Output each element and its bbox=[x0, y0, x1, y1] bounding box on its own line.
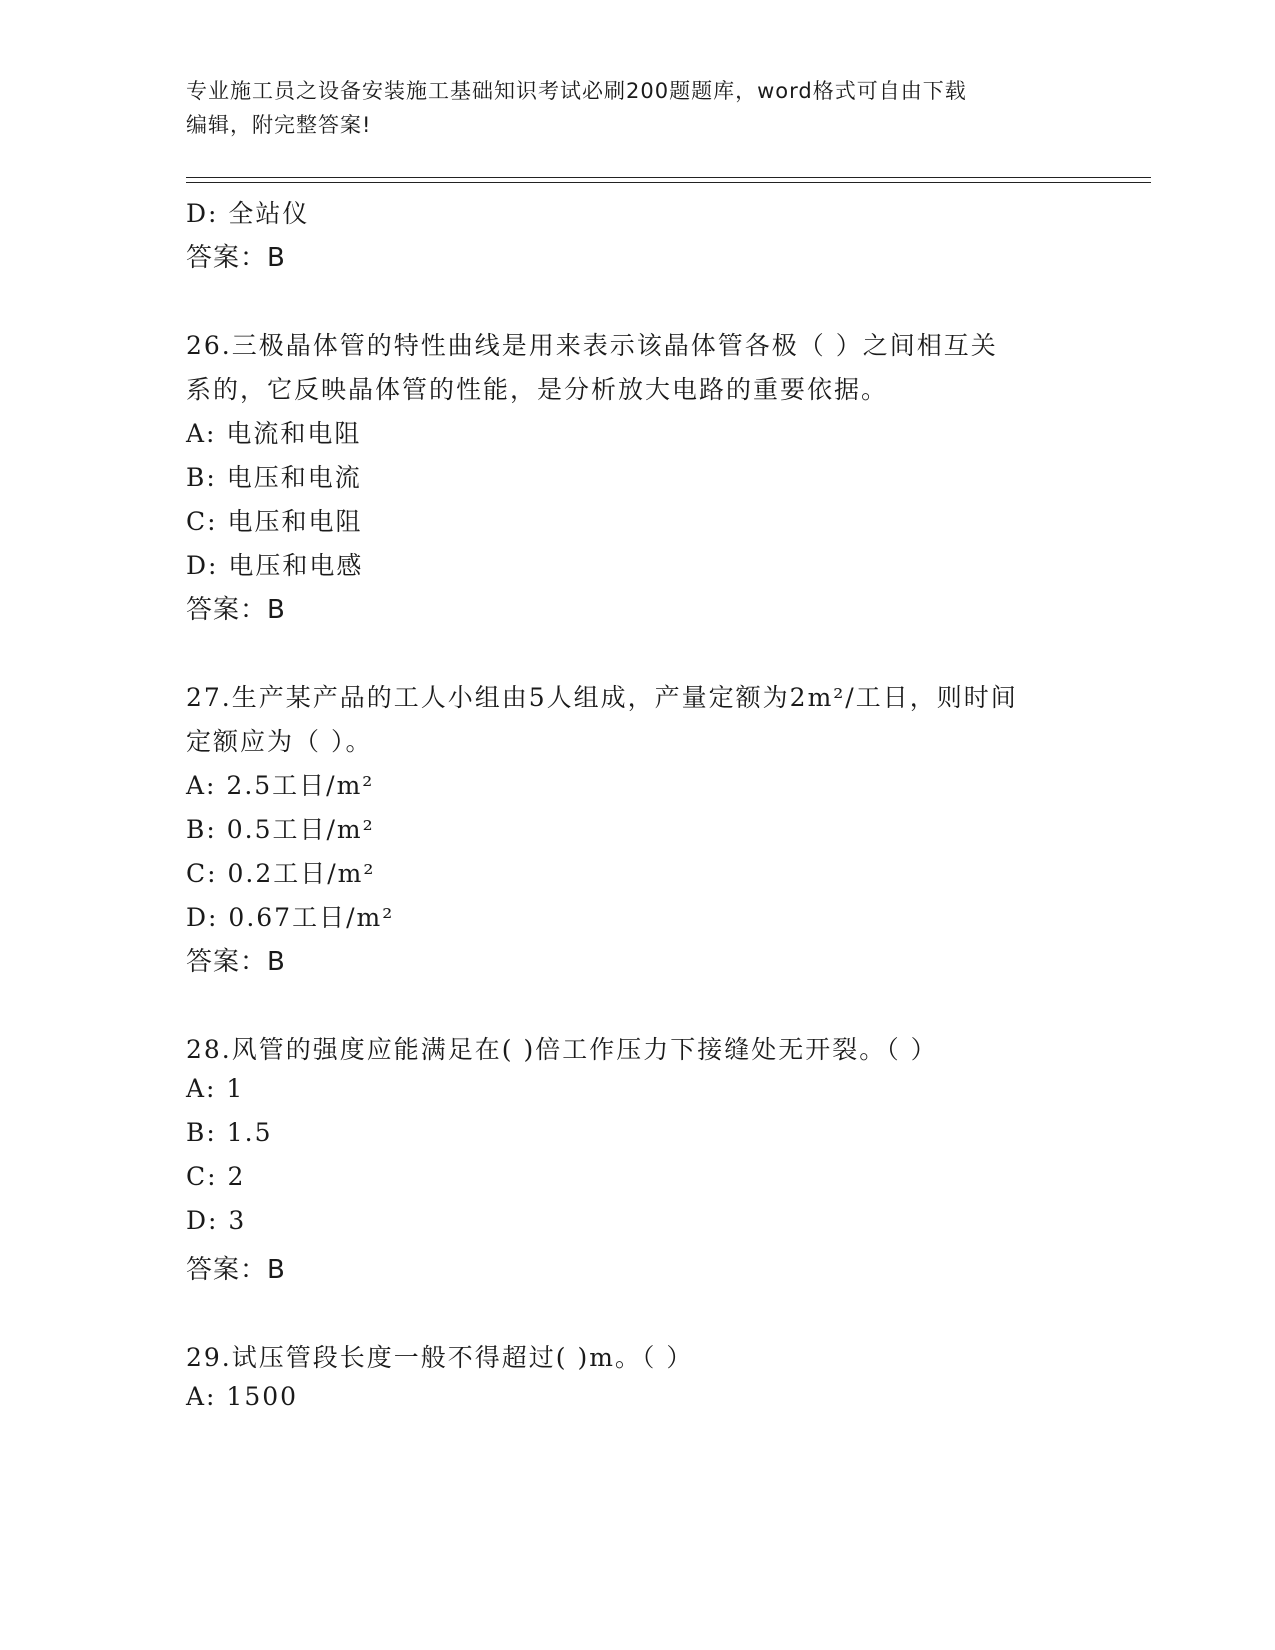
answer-line: 答案：B bbox=[186, 595, 286, 625]
option-line: D: 全站仪 bbox=[186, 199, 310, 228]
option-line: C: 2 bbox=[186, 1162, 246, 1191]
question-line: 29.试压管段长度一般不得超过( )m。（ ） bbox=[186, 1343, 694, 1372]
header-line-2: 编辑，附完整答案! bbox=[186, 113, 372, 137]
question-line: 定额应为（ ）。 bbox=[186, 727, 373, 756]
option-line: D: 电压和电感 bbox=[186, 551, 364, 580]
question-line: 系的，它反映晶体管的性能，是分析放大电路的重要依据。 bbox=[186, 375, 889, 404]
option-line: D: 0.67工日/m² bbox=[186, 903, 395, 932]
answer-line: 答案：B bbox=[186, 1255, 286, 1285]
answer-line: 答案：B bbox=[186, 947, 286, 977]
option-line: A: 1500 bbox=[186, 1382, 299, 1411]
option-line: B: 电压和电流 bbox=[186, 463, 362, 492]
option-line: B: 1.5 bbox=[186, 1118, 273, 1147]
option-line: B: 0.5工日/m² bbox=[186, 815, 375, 844]
question-line: 26.三极晶体管的特性曲线是用来表示该晶体管各极（ ）之间相互关 bbox=[186, 331, 998, 360]
option-line: C: 0.2工日/m² bbox=[186, 859, 376, 888]
option-line: A: 电流和电阻 bbox=[186, 419, 362, 448]
document-header bbox=[186, 74, 1086, 142]
option-line: C: 电压和电阻 bbox=[186, 507, 363, 536]
option-line: A: 2.5工日/m² bbox=[186, 771, 375, 800]
question-line: 27.生产某产品的工人小组由5人组成，产量定额为2m²/工日，则时间 bbox=[186, 683, 1018, 712]
option-line: D: 3 bbox=[186, 1206, 247, 1235]
header-line-1: 专业施工员之设备安装施工基础知识考试必刷200题题库，word格式可自由下载 bbox=[186, 79, 967, 103]
question-line: 28.风管的强度应能满足在( )倍工作压力下接缝处无开裂。（ ） bbox=[186, 1035, 938, 1064]
answer-line: 答案：B bbox=[186, 243, 286, 273]
option-line: A: 1 bbox=[186, 1074, 245, 1103]
header-rule-bottom bbox=[186, 182, 1151, 183]
header-rule-top bbox=[186, 177, 1151, 178]
